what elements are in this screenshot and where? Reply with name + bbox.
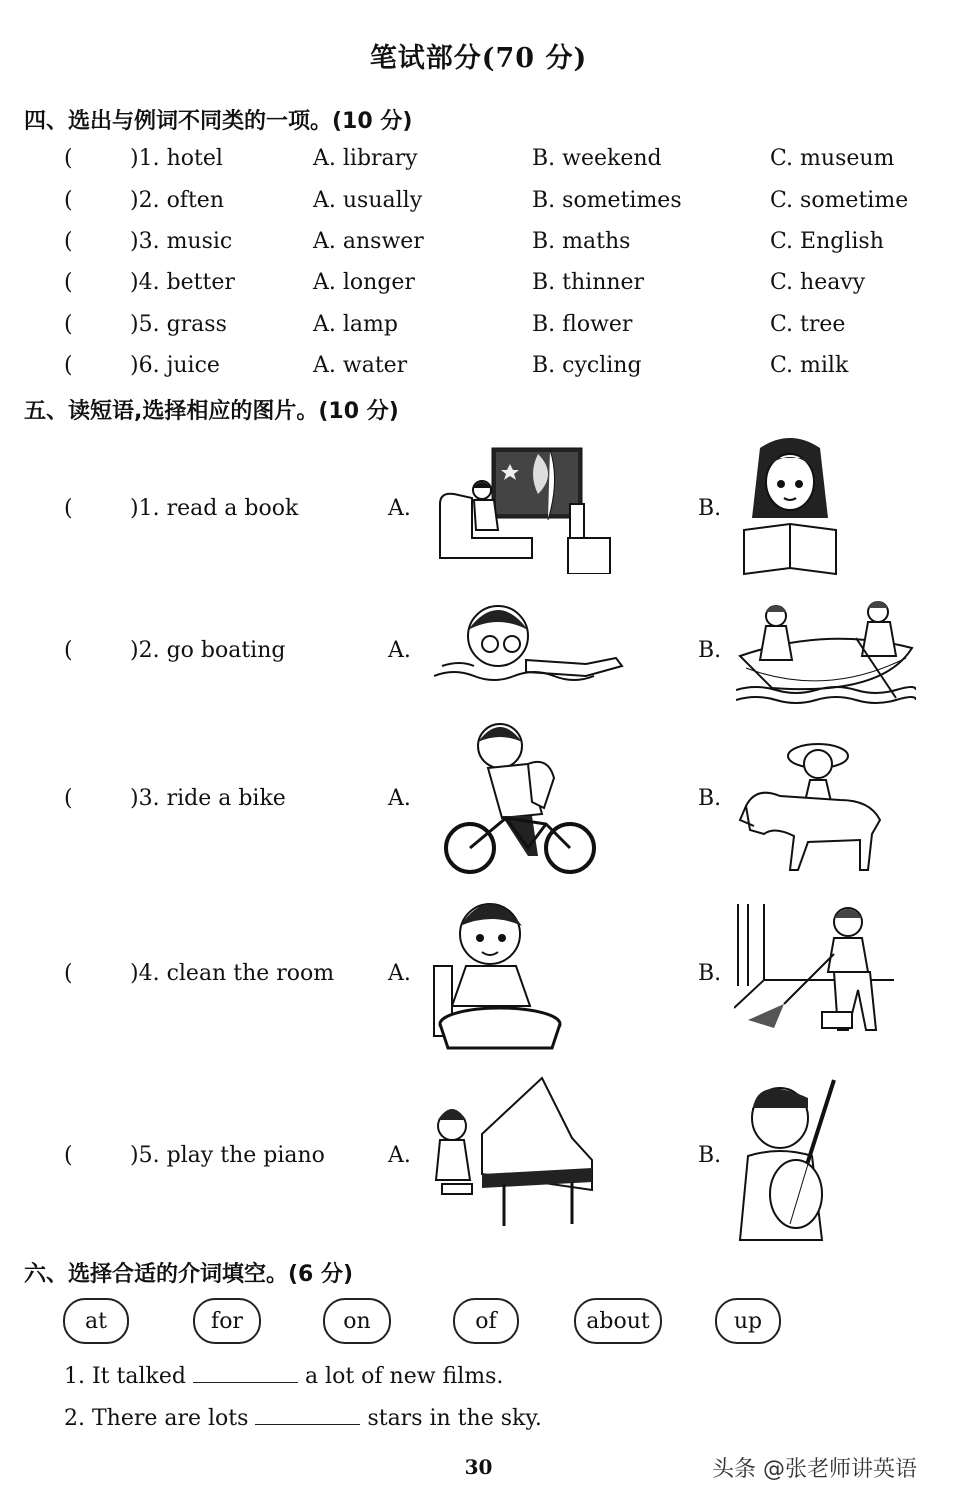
option-b-label: B. — [698, 786, 722, 811]
question-word: )4. better — [130, 270, 235, 295]
fill-question-2-after: stars in the sky. — [367, 1406, 542, 1431]
girl-reading-picture[interactable] — [738, 438, 842, 578]
option-b: B. sometimes — [532, 188, 682, 213]
option-b: B. weekend — [532, 146, 662, 171]
answer-paren[interactable]: ( — [64, 961, 73, 986]
list-item — [0, 353, 957, 389]
word-bubble-of: of — [453, 1298, 519, 1344]
option-a-label: A. — [388, 786, 411, 811]
page-number: 30 — [464, 1455, 493, 1479]
list-item — [0, 146, 957, 182]
answer-paren[interactable]: ( — [64, 146, 73, 171]
fill-question-1-after: a lot of new films. — [304, 1364, 504, 1389]
answer-paren[interactable]: ( — [64, 638, 73, 663]
riding-horse-picture[interactable] — [738, 726, 888, 872]
phrase: )4. clean the room — [130, 961, 335, 986]
phrase: )1. read a book — [130, 496, 299, 521]
playing-piano-picture[interactable] — [424, 1074, 604, 1230]
section4-heading: 四、选出与例词不同类的一项。(10 分) — [24, 109, 413, 134]
answer-paren[interactable]: ( — [64, 496, 73, 521]
watching-tv-picture[interactable] — [430, 444, 620, 574]
answer-paren[interactable]: ( — [64, 312, 73, 337]
question-word: )5. grass — [130, 312, 227, 337]
fill-question-1-before: 1. It talked — [64, 1364, 186, 1389]
playing-pipa-picture[interactable] — [738, 1074, 850, 1244]
option-b-label: B. — [698, 496, 722, 521]
option-b: B. thinner — [532, 270, 645, 295]
boating-picture[interactable] — [736, 598, 916, 708]
answer-paren[interactable]: ( — [64, 188, 73, 213]
answer-paren[interactable]: ( — [64, 1143, 73, 1168]
swimming-picture[interactable] — [430, 600, 630, 690]
option-b: B. maths — [532, 229, 631, 254]
word-bubble-on: on — [323, 1298, 391, 1344]
phrase: )3. ride a bike — [130, 786, 286, 811]
watermark: 头条 @张老师讲英语 — [712, 1457, 917, 1482]
question-word: )2. often — [130, 188, 224, 213]
option-a: A. library — [313, 146, 418, 171]
option-c: C. heavy — [770, 270, 866, 295]
riding-bike-picture[interactable] — [444, 720, 600, 876]
option-b-label: B. — [698, 638, 722, 663]
option-a: A. usually — [313, 188, 423, 213]
word-bubble-about: about — [574, 1298, 662, 1344]
word-bubble-up: up — [715, 1298, 781, 1344]
fill-question-2 — [64, 1404, 542, 1431]
list-item — [0, 312, 957, 348]
option-c: C. sometime — [770, 188, 909, 213]
answer-paren[interactable]: ( — [64, 353, 73, 378]
option-c: C. tree — [770, 312, 846, 337]
question-word: )1. hotel — [130, 146, 223, 171]
option-c: C. museum — [770, 146, 895, 171]
option-a-label: A. — [388, 496, 411, 521]
option-a-label: A. — [388, 638, 411, 663]
sweeping-floor-picture[interactable] — [734, 904, 894, 1036]
fill-blank-1[interactable] — [193, 1362, 298, 1383]
fill-question-1 — [64, 1362, 503, 1389]
option-a-label: A. — [388, 961, 411, 986]
option-a: A. answer — [313, 229, 424, 254]
phrase: )2. go boating — [130, 638, 286, 663]
option-b: B. flower — [532, 312, 633, 337]
option-b-label: B. — [698, 1143, 722, 1168]
word-bubble-at: at — [63, 1298, 129, 1344]
section6-heading: 六、选择合适的介词填空。(6 分) — [24, 1262, 354, 1287]
list-item — [0, 188, 957, 224]
option-a: A. lamp — [313, 312, 398, 337]
page-title: 笔试部分(70 分) — [369, 43, 588, 74]
option-a: A. water — [313, 353, 408, 378]
option-b-label: B. — [698, 961, 722, 986]
answer-paren[interactable]: ( — [64, 270, 73, 295]
question-word: )3. music — [130, 229, 233, 254]
answer-paren[interactable]: ( — [64, 786, 73, 811]
option-a: A. longer — [313, 270, 415, 295]
question-word: )6. juice — [130, 353, 220, 378]
section5-heading: 五、读短语,选择相应的图片。(10 分) — [24, 399, 399, 424]
answer-paren[interactable]: ( — [64, 229, 73, 254]
fill-blank-2[interactable] — [255, 1404, 360, 1425]
list-item — [0, 229, 957, 265]
washing-clothes-picture[interactable] — [426, 896, 568, 1056]
fill-question-2-before: 2. There are lots — [64, 1406, 249, 1431]
option-c: C. English — [770, 229, 884, 254]
option-c: C. milk — [770, 353, 849, 378]
word-bubble-for: for — [193, 1298, 261, 1344]
list-item — [0, 270, 957, 306]
phrase: )5. play the piano — [130, 1143, 325, 1168]
option-a-label: A. — [388, 1143, 411, 1168]
option-b: B. cycling — [532, 353, 642, 378]
